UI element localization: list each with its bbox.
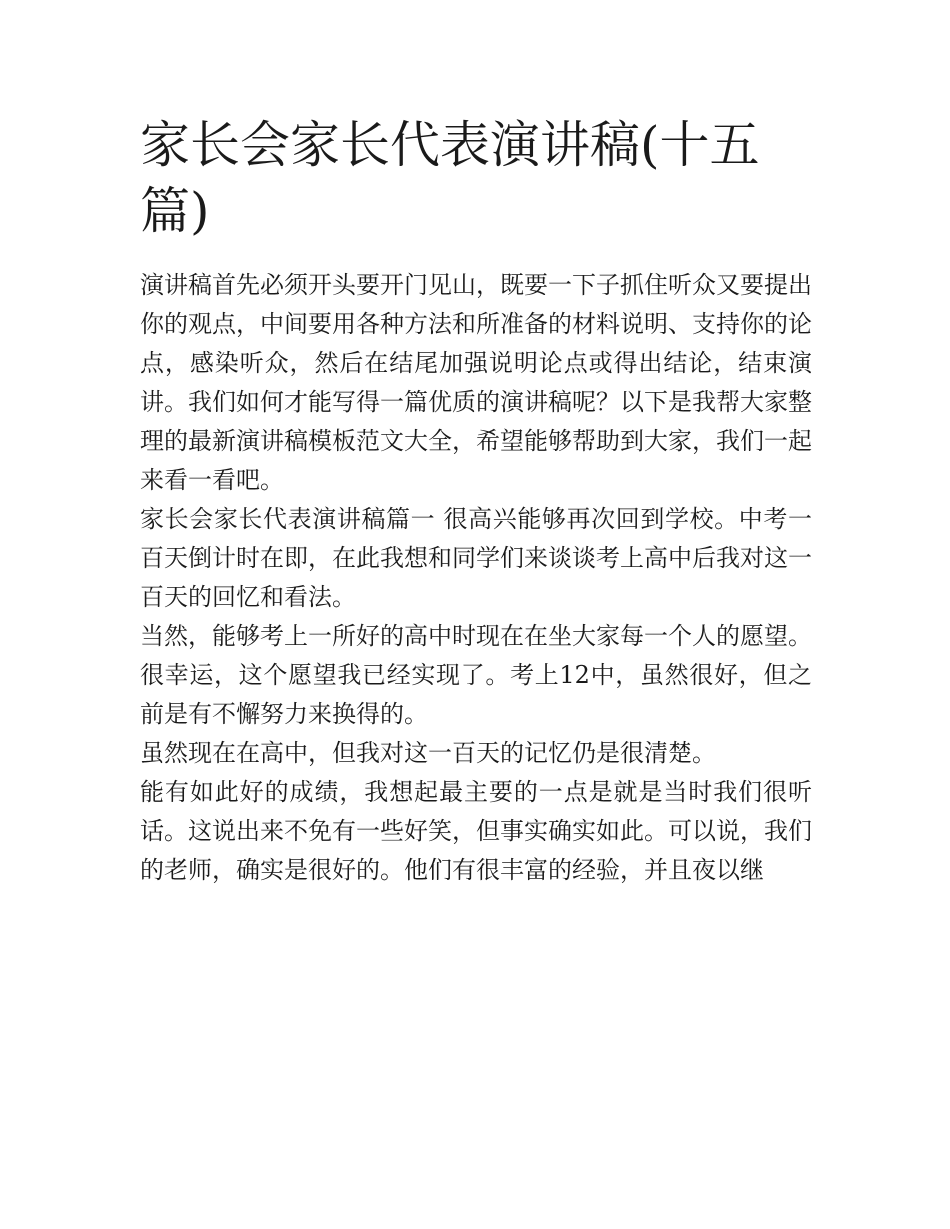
paragraph-intro: 演讲稿首先必须开头要开门见山，既要一下子抓住听众又要提出你的观点，中间要用各种方法和所准备的材料说明、支持你的论点，感染听众，然后在结尾加强说明论点或得出结论，结束演讲。我们如何才能写得一篇优质的演讲稿呢？以下是我帮大家整理的最新演讲稿模板范文大全，希望能够帮助到大家，我们一起来看一看吧。 <box>140 271 812 494</box>
document-title: 家长会家长代表演讲稿(十五篇) <box>140 116 760 240</box>
paragraph-speech-1: 家长会家长代表演讲稿篇一 很高兴能够再次回到学校。中考一百天倒计时在即，在此我想和同学们来谈谈考上高中后我对这一百天的回忆和看法。 <box>140 505 812 611</box>
document-page <box>140 112 812 890</box>
paragraph-speech-3: 虽然现在在高中，但我对这一百天的记忆仍是很清楚。 <box>140 739 716 767</box>
paragraph-speech-4: 能有如此好的成绩，我想起最主要的一点是就是当时我们很听话。这说出来不免有一些好笑，但事实确实如此。可以说，我们的老师，确实是很好的。他们有很丰富的经验，并且夜以继 <box>140 778 812 884</box>
paragraph-speech-2: 当然，能够考上一所好的高中时现在在坐大家每一个人的愿望。很幸运，这个愿望我已经实现了。考上12中，虽然很好，但之前是有不懈努力来换得的。 <box>140 622 812 728</box>
